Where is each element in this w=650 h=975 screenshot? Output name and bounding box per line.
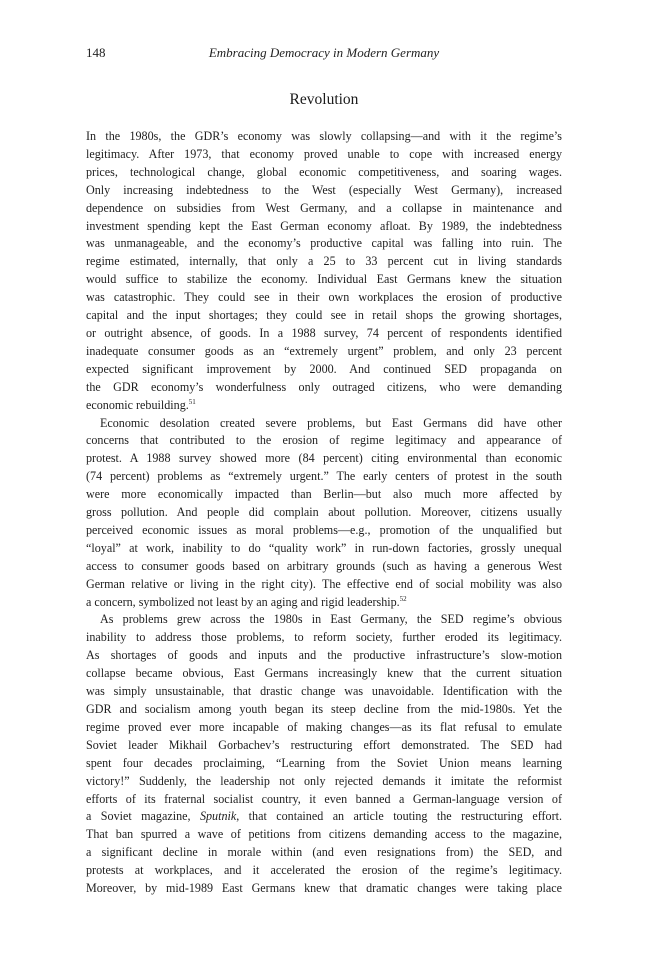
line-text: protest. A 1988 survey showed more (84 percent) citing environmental than economic (86, 451, 562, 466)
line-text: efforts of its fraternal socialist country, it even banned a German-language version of (86, 791, 562, 806)
line-text: access to consumer goods based on arbitrary grounds (such as having a generous West (86, 558, 562, 573)
text-line (86, 594, 562, 612)
text-line (86, 397, 562, 415)
text-line (86, 647, 562, 665)
text-line (86, 808, 562, 826)
section-heading: Revolution (289, 91, 359, 108)
text-line (86, 862, 562, 880)
text-line (86, 791, 562, 809)
text-line (86, 361, 562, 379)
line-text: investment spending kept the East German economy afloat. By 1989, the indebtedness (86, 218, 562, 233)
text-line (86, 826, 562, 844)
text-line (86, 235, 562, 253)
running-title: Embracing Democracy in Modern Germany (208, 45, 440, 60)
text-line (86, 719, 562, 737)
text-line (86, 755, 562, 773)
text-line (86, 558, 562, 576)
text-line (86, 683, 562, 701)
line-text: collapse became obvious, East Germans increasingly knew that the current situation (86, 666, 562, 681)
text-line (86, 343, 562, 361)
line-text: Soviet leader Mikhail Gorbachev’s restructuring effort demonstrated. The SED had (86, 737, 562, 752)
line-text: regime estimated, internally, that only a 25 to 33 percent cut in living standards (86, 254, 562, 269)
text-line (86, 773, 562, 791)
line-text: the GDR economy’s wonderfulness only outraged citizens, who were demanding (86, 379, 562, 394)
line-text: legitimacy. After 1973, that economy proved unable to cope with increased energy (86, 146, 562, 161)
text-line (86, 307, 562, 325)
line-text: perceived economic issues as moral problems—e.g., promotion of the unqualified but (86, 522, 562, 537)
footnote-marker[interactable]: 52 (399, 594, 407, 603)
text-line (86, 450, 562, 468)
text-line (86, 415, 562, 433)
body-text (86, 128, 562, 898)
line-text: capital and the input shortages; they could see in retail shops the growing shortages, (86, 308, 562, 323)
line-text: economic rebuilding. (86, 397, 189, 412)
line-text: a concern, symbolized not least by an aging and rigid leadership. (86, 594, 400, 609)
text-line (86, 844, 562, 862)
line-text: victory!” Suddenly, the leadership not only rejected demands it imitate the reformist (86, 773, 562, 788)
line-text: Only increasing indebtedness to the West (especially West Germany), increased (86, 182, 562, 197)
line-text: In the 1980s, the GDR’s economy was slowly collapsing—and with it the regime’s (86, 129, 562, 143)
text-line (86, 182, 562, 200)
line-text: regime proved ever more incapable of making changes—as its flat refusal to emulate (86, 719, 562, 734)
text-line (86, 522, 562, 540)
text-line (86, 146, 562, 164)
line-text: German relative or living in the right city). The effective end of social mobility was also (86, 576, 562, 591)
text-line (86, 737, 562, 755)
line-text: gross pollution. And people did complain about pollution. Moreover, citizens usually (86, 505, 562, 520)
line-text: concerns that contributed to the erosion of regime legitimacy and appearance of (86, 433, 562, 448)
line-text: Moreover, by mid-1989 East Germans knew that dramatic changes were taking place (86, 881, 562, 896)
text-line (86, 218, 562, 236)
text-line (86, 880, 562, 898)
text-line (86, 486, 562, 504)
line-text: was catastrophic. They could see in their own workplaces the erosion of productive (86, 290, 562, 305)
text-line (86, 325, 562, 343)
line-text: That ban spurred a wave of petitions from citizens demanding access to the magazine, (86, 827, 562, 842)
line-text: dependence on subsidies from West Germany, and a collapse in maintenance and (86, 200, 562, 215)
page-header (86, 45, 562, 65)
page-number: 148 (86, 45, 106, 60)
text-line (86, 629, 562, 647)
line-text: “loyal” at work, inability to do “quality work” in run-down factories, grossly unequal (86, 540, 562, 555)
line-text: was simply unsustainable, that drastic change was unavoidable. Identification with the (86, 684, 562, 699)
text-line (86, 576, 562, 594)
text-line (86, 540, 562, 558)
line-text: spent four decades proclaiming, “Learning from the Soviet Union means learning (86, 755, 562, 770)
text-line (86, 271, 562, 289)
text-line (86, 504, 562, 522)
line-text: prices, technological change, global economic competitiveness, and soaring wages. (86, 164, 562, 179)
line-text: (74 percent) problems as “extremely urgent.” The early centers of protest in the south (86, 469, 562, 484)
line-text: a significant decline in morale within (and even resignations from) the SED, and (86, 845, 562, 860)
text-line (86, 665, 562, 683)
line-text: inadequate consumer goods as an “extremely urgent” problem, and only 23 percent (86, 343, 562, 358)
line-text: was unmanageable, and the economy’s productive capital was falling into ruin. The (86, 236, 562, 251)
line-text: expected significant improvement by 2000. And continued SED propaganda on (86, 361, 562, 376)
text-line (86, 468, 562, 486)
line-text: were more economically impacted than Berlin—but also much more affected by (86, 487, 562, 502)
line-text: a Soviet magazine, (86, 809, 200, 824)
line-text: As shortages of goods and inputs and the productive infrastructure’s slow-motion (86, 648, 562, 663)
line-text: inability to address those problems, to reform society, further eroded its legitimacy. (86, 630, 562, 645)
italic-title: Sputnik (199, 809, 237, 824)
text-line (86, 253, 562, 271)
text-line (86, 164, 562, 182)
line-text: As problems grew across the 1980s in East Germany, the SED regime’s obvious (100, 612, 562, 627)
line-text: Economic desolation created severe problems, but East Germans did have other (100, 415, 562, 430)
text-line (86, 200, 562, 218)
text-line (86, 289, 562, 307)
line-text: protests at workplaces, and it accelerated the erosion of the regime’s legitimacy. (86, 863, 562, 878)
text-line (86, 379, 562, 397)
line-text: , that contained an article touting the restructuring effort. (236, 809, 562, 824)
text-line (86, 701, 562, 719)
line-text: GDR and socialism among youth began its steep decline from the mid-1980s. Yet the (86, 702, 562, 716)
text-line (86, 128, 562, 146)
line-text: would suffice to stabilize the economy. Individual East Germans knew the situation (86, 272, 562, 287)
footnote-marker[interactable]: 51 (188, 397, 196, 406)
line-text: or outright absence, of goods. In a 1988 survey, 74 percent of respondents identified (86, 325, 562, 340)
text-line (86, 611, 562, 629)
text-line (86, 432, 562, 450)
